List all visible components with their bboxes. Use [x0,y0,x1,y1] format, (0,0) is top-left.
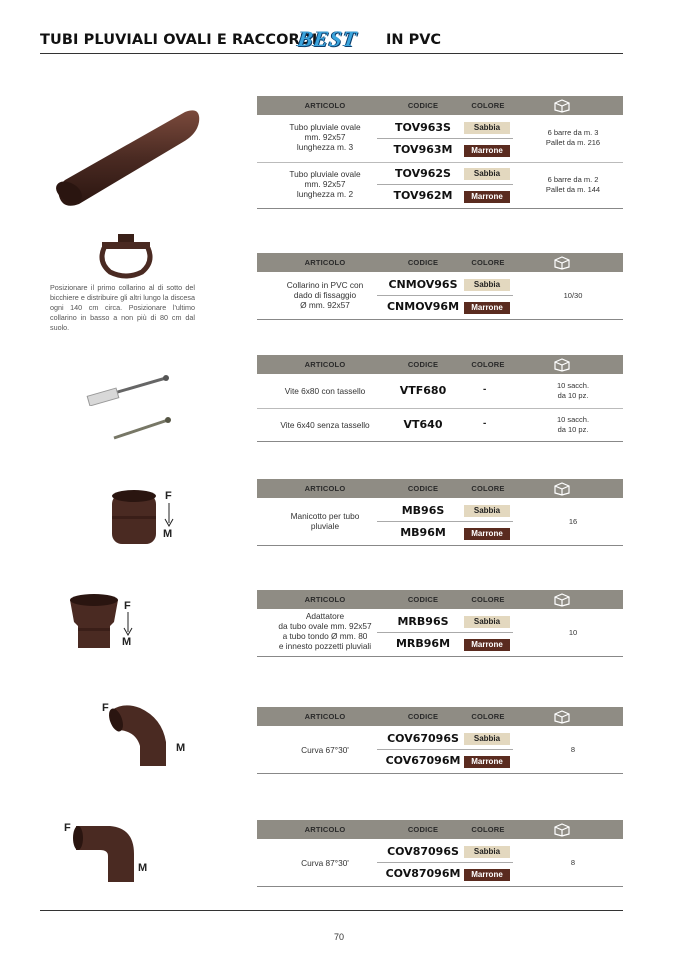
arrow-down-icon [164,503,174,527]
col-codice: CODICE [407,712,439,721]
table-header [257,590,623,609]
color-badge-marrone: Marrone [464,639,510,651]
marker-f: F [102,702,109,714]
installation-note: Posizionare il primo collarino al di sotto del bicchiere e distribuire gli altri lungo la discesa ogni 140 cm circa. Posizionare l'ultimo collarino in basso a non più di 80 cm dal suolo. [50,283,195,332]
table-header [257,253,623,272]
color-badge-sabbia: Sabbia [464,616,510,628]
box-icon [551,592,573,607]
table-row [257,498,623,546]
oval-pipe-image [55,100,205,210]
article-desc: Curva 87°30' [301,858,349,868]
pack-qty: 10 sacch. da 10 pz. [556,415,590,434]
code: COV67096M [385,754,461,767]
color-badge-marrone: Marrone [464,191,510,203]
marker-m: M [138,862,148,874]
product-table [257,355,623,442]
color-badge-marrone: Marrone [464,756,510,768]
color-badge-sabbia: Sabbia [464,122,510,134]
color-badge-marrone: Marrone [464,528,510,540]
article-desc: Vite 6x80 con tassello [284,386,366,396]
code: COV87096M [385,867,461,880]
color-badge-sabbia: Sabbia [464,168,510,180]
product-table [257,479,623,546]
page-number: 70 [333,932,344,942]
page-title: TUBI PLUVIALI OVALI E RACCORDI [40,32,318,48]
footer-divider [40,910,623,911]
code: MRB96S [397,615,449,628]
col-colore: COLORE [471,258,505,267]
pack-qty: 10 [568,628,578,637]
product-table [257,707,623,774]
code: TOV962M [393,189,453,202]
product-table [257,96,623,209]
box-icon [551,357,573,372]
marker-f: F [64,822,71,834]
code: VTF680 [399,384,447,397]
color-badge-sabbia: Sabbia [464,733,510,745]
best-logo: BEST [296,26,359,51]
code: TOV963M [393,143,453,156]
product-table [257,253,623,320]
code: MB96M [400,526,446,539]
table-row [257,115,623,209]
screw-image [110,416,172,442]
collar-image [96,232,156,280]
table-header [257,355,623,374]
code: VT640 [403,418,443,431]
arrow-down-icon [123,612,133,636]
pack-qty: 8 [570,858,576,867]
col-articolo: ARTICOLO [304,101,346,110]
article-desc: Adattatore da tubo ovale mm. 92x57 a tubo tondo Ø mm. 80 e innesto pozzetti pluviali [278,611,372,651]
box-icon [551,255,573,270]
color-none: - [483,384,487,395]
table-row [257,609,623,657]
table-row [257,272,623,320]
article-desc: Tubo pluviale ovale mm. 92x57 lunghezza m. 2 [289,169,361,199]
pack-qty: 10 sacch. da 10 pz. [556,381,590,400]
col-codice: CODICE [407,258,439,267]
article-desc: Manicotto per tubo pluviale [290,511,360,531]
col-articolo: ARTICOLO [304,595,346,604]
code: MB96S [401,504,445,517]
code: MRB96M [395,637,451,650]
col-codice: CODICE [407,825,439,834]
code: CNMOV96S [388,278,458,291]
elbow-87-image [70,820,140,886]
article-desc: Curva 67°30' [301,745,349,755]
marker-m: M [163,528,173,540]
article-desc: Vite 6x40 senza tassello [280,420,370,430]
table-row [257,839,623,887]
code: CNMOV96M [386,300,460,313]
product-table [257,820,623,887]
color-badge-sabbia: Sabbia [464,505,510,517]
color-badge-marrone: Marrone [464,302,510,314]
page-header [40,26,623,54]
color-badge-marrone: Marrone [464,869,510,881]
adapter-image [66,592,122,654]
table-row [257,726,623,774]
product-table [257,590,623,657]
article-desc: Tubo pluviale ovale mm. 92x57 lunghezza m. 3 [289,122,361,152]
col-colore: COLORE [471,101,505,110]
pack-qty: 10/30 [563,291,583,300]
screw-with-plug-image [82,372,172,406]
col-articolo: ARTICOLO [304,484,346,493]
box-icon [551,822,573,837]
pack-qty: 16 [568,517,578,526]
col-articolo: ARTICOLO [304,258,346,267]
color-none: - [483,418,487,429]
box-icon [551,481,573,496]
elbow-67-image [106,700,174,772]
col-colore: COLORE [471,360,505,369]
table-header [257,479,623,498]
box-icon [551,98,573,113]
table-row [257,374,623,442]
marker-f: F [165,490,172,502]
table-header [257,707,623,726]
marker-f: F [124,600,131,612]
box-icon [551,709,573,724]
pack-qty: 6 barre da m. 3 Pallet da m. 216 [545,128,601,147]
table-header [257,820,623,839]
color-badge-sabbia: Sabbia [464,279,510,291]
col-articolo: ARTICOLO [304,825,346,834]
code: TOV962S [395,167,451,180]
col-articolo: ARTICOLO [304,360,346,369]
pack-qty: 8 [570,745,576,754]
col-codice: CODICE [407,101,439,110]
col-colore: COLORE [471,484,505,493]
marker-m: M [122,636,132,648]
col-codice: CODICE [407,484,439,493]
color-badge-marrone: Marrone [464,145,510,157]
table-header [257,96,623,115]
article-desc: Collarino in PVC con dado di fissaggio Ø mm. 92x57 [286,280,364,310]
col-colore: COLORE [471,595,505,604]
sleeve-image [108,488,160,548]
code: COV67096S [387,732,459,745]
col-codice: CODICE [407,595,439,604]
code: TOV963S [395,121,451,134]
page-title-suffix: IN PVC [386,32,442,48]
col-articolo: ARTICOLO [304,712,346,721]
col-colore: COLORE [471,712,505,721]
color-badge-sabbia: Sabbia [464,846,510,858]
col-colore: COLORE [471,825,505,834]
code: COV87096S [387,845,459,858]
pack-qty: 6 barre da m. 2 Pallet da m. 144 [545,175,601,194]
marker-m: M [176,742,186,754]
col-codice: CODICE [407,360,439,369]
